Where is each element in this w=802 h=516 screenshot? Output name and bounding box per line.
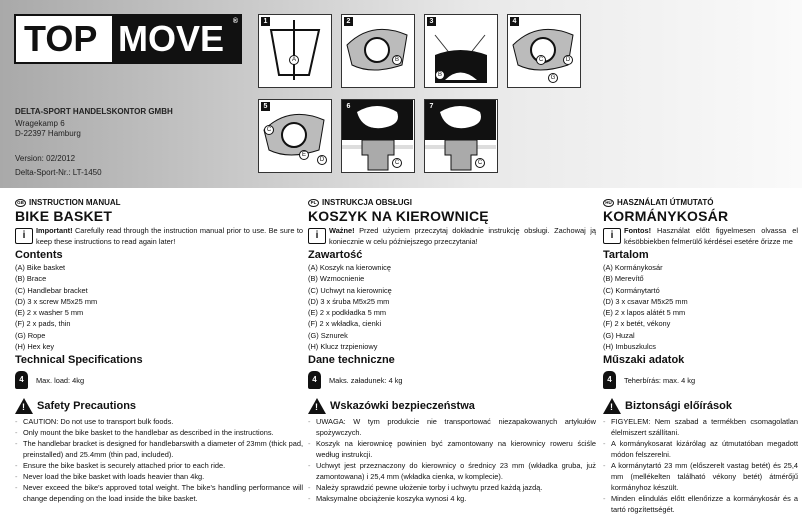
contents-item: (C) Kormánytartó — [603, 285, 660, 295]
illustration-panel-3 — [424, 14, 498, 88]
column-hu — [603, 197, 798, 516]
article-number: Delta-Sport-Nr.: LT-1450 — [15, 168, 102, 177]
section-label — [603, 197, 798, 208]
safety-item: - FIGYELEM: Nem szabad a termékben csomagolatlan élelmiszert szállítani. — [603, 417, 798, 439]
contents-item: (D) 3 x śruba M5x25 mm — [308, 296, 390, 306]
contents-item: (F) 2 x betét, vékony — [603, 319, 671, 329]
safety-title: Wskazówki bezpieczeństwa — [330, 399, 475, 412]
section-label — [15, 197, 303, 208]
language-flag-icon: HU — [603, 199, 614, 207]
contents-item: (E) 2 x podkładka 5 mm — [308, 308, 387, 318]
section-title: HASZNÁLATI ÚTMUTATÓ — [617, 197, 714, 207]
company-city: D-22397 Hamburg — [15, 129, 81, 138]
contents-item: (A) Bike basket — [15, 263, 66, 272]
column-pl — [308, 197, 596, 505]
company-name: DELTA-SPORT HANDELSKONTOR GMBH — [15, 107, 173, 116]
warning-icon — [15, 398, 33, 414]
safety-heading — [308, 398, 596, 414]
weight-icon — [308, 371, 321, 389]
registered-mark: ® — [232, 18, 238, 25]
contents-item: (G) Sznurek — [308, 330, 348, 340]
logo-move-text: MOVE — [118, 18, 225, 59]
contents-item: (H) Hex key — [15, 342, 55, 352]
contents-item: (F) 2 x wkładka, cienki — [308, 319, 382, 329]
contents-item: (B) Brace — [15, 274, 47, 284]
weight-icon — [15, 371, 28, 389]
weight-value: 4 — [312, 375, 317, 385]
contents-item: (E) 2 x lapos alátét 5 mm — [603, 308, 686, 318]
section-title: INSTRUKCJA OBSŁUGI — [322, 197, 412, 207]
section-title: INSTRUCTION MANUAL — [29, 197, 121, 207]
part-label: C — [536, 55, 546, 65]
contents-item: (G) Huzal — [603, 330, 635, 340]
contents-item: (C) Handlebar bracket — [15, 285, 88, 295]
important-body: Carefully read through the instruction manual prior to use. Be sure to keep these instructions to read again later! — [36, 226, 303, 246]
part-label: E — [299, 150, 309, 160]
safety-item: - Minden elindulás előtt ellenőrizze a kormánykosár és a tartó rögzítettségét. — [603, 494, 798, 516]
contents-item: (B) Merevítő — [603, 274, 644, 284]
part-label: C — [264, 125, 274, 135]
safety-heading — [603, 398, 798, 414]
safety-item: - Należy sprawdzić pewne ułożenie torby i uchwytu przed każdą jazdą. — [308, 483, 596, 494]
panel-number: 7 — [427, 102, 436, 111]
panel-number: 3 — [427, 17, 436, 26]
illustration-panel-2 — [341, 14, 415, 88]
spec-heading: Dane techniczne — [308, 354, 395, 367]
important-label: Ważne! — [329, 226, 355, 235]
language-flag-icon: PL — [308, 199, 319, 207]
load-text: Max. load: 4kg — [36, 375, 85, 385]
part-label: D — [563, 55, 573, 65]
safety-item: - UWAGA: W tym produkcie nie transportować niezapakowanych artykułów spożywczych. — [308, 417, 596, 439]
weight-icon — [603, 371, 616, 389]
safety-item: - Ensure the bike basket is securely attached prior to each ride. — [15, 461, 303, 472]
part-label: C — [475, 158, 485, 168]
safety-title: Biztonsági előírások — [625, 399, 732, 412]
spec-heading: Technical Specifications — [15, 354, 143, 367]
contents-item: (A) Koszyk na kierownicę — [308, 263, 391, 272]
section-label — [308, 197, 596, 208]
company-street: Wragekamp 6 — [15, 119, 65, 128]
panel-number: 2 — [344, 17, 353, 26]
panel-number: 4 — [510, 17, 519, 26]
illustration-panel-5 — [258, 99, 332, 173]
safety-item: - Koszyk na kierownicę powinien być zamontowany na kierownicy roweru ściśle według instrukcji. — [308, 439, 596, 461]
important-body: Használat előtt figyelmesen olvassa el késöbbiekben felmerülő kérdései esetére őrizze me — [624, 226, 798, 246]
safety-heading — [15, 398, 303, 414]
safety-item: - A kormánytartó 23 mm (előszerelt vastag betét) és 25,4 mm (mellékelten található vékony betét) átmérőjű kormányhoz készült. — [603, 461, 798, 494]
language-flag-icon: GB — [15, 199, 26, 207]
read-manual-icon: i — [603, 228, 621, 244]
contents-item: (F) 2 x pads, thin — [15, 319, 71, 329]
product-title: KOSZYK NA KIEROWNICĘ — [308, 208, 489, 224]
important-note — [603, 226, 798, 247]
weight-value: 4 — [19, 375, 24, 385]
safety-item: - A kormánykosarat kizárólag az útmutatóban megadott módon felszerelni. — [603, 439, 798, 461]
weight-value: 4 — [607, 375, 612, 385]
contents-item: (G) Rope — [15, 330, 46, 340]
part-label: B — [392, 55, 402, 65]
panel-number: 1 — [261, 17, 270, 26]
contents-item: (B) Wzmocnienie — [308, 274, 365, 284]
safety-item: - Never exceed the bike's approved total weight. The bike's handling performance will change depending on the load inside the bike basket. — [15, 483, 303, 505]
illustration-panel-4 — [507, 14, 581, 88]
important-text — [36, 226, 303, 247]
safety-item: - Only mount the bike basket to the handlebar as described in the instructions. — [15, 428, 303, 439]
contents-heading: Zawartość — [308, 249, 363, 261]
part-label: A — [289, 55, 299, 65]
warning-icon — [603, 398, 621, 414]
contents-heading: Contents — [15, 249, 63, 261]
version: Version: 02/2012 — [15, 154, 76, 163]
safety-item: - Uchwyt jest przeznaczony do kierownicy o średnicy 23 mm (wkładka gruba, już zamontowana) i 25,4 mm (wkładka cienka, w komplecie). — [308, 461, 596, 483]
important-body: Przed użyciem przeczytaj dokładnie instrukcję obsługi. Zachowaj ją koniecznie w celu późniejszego przeczytania! — [329, 226, 596, 246]
read-manual-icon: i — [15, 228, 33, 244]
important-text — [624, 226, 798, 247]
max-load-spec — [308, 367, 596, 393]
safety-item: - CAUTION: Do not use to transport bulk foods. — [15, 417, 303, 428]
header-band — [0, 0, 802, 188]
important-label: Important! — [36, 226, 73, 235]
part-label: G — [548, 73, 558, 83]
contents-heading: Tartalom — [603, 249, 649, 261]
illustration-panel-6 — [341, 99, 415, 173]
important-text — [329, 226, 596, 247]
logo-move — [112, 16, 240, 62]
contents-item: (D) 3 x csavar M5x25 mm — [603, 296, 688, 306]
illustration-panel-7 — [424, 99, 498, 173]
part-label: D — [317, 155, 327, 165]
product-title: BIKE BASKET — [15, 208, 113, 224]
contents-item: (E) 2 x washer 5 mm — [15, 308, 84, 318]
spec-heading: Műszaki adatok — [603, 354, 685, 367]
product-title: KORMÁNYKOSÁR — [603, 208, 729, 224]
panel-number: 5 — [261, 102, 270, 111]
safety-item: - Maksymalne obciążenie koszyka wynosi 4 kg. — [308, 494, 596, 505]
important-note — [15, 226, 303, 247]
part-label: C — [392, 158, 402, 168]
read-manual-icon: i — [308, 228, 326, 244]
load-text: Maks. załadunek: 4 kg — [329, 375, 403, 385]
safety-title: Safety Precautions — [37, 399, 137, 412]
safety-item: - The handlebar bracket is designed for handlebarswith a diameter of 23mm (thick pad, preinstalled) and 25.4mm (thin pad, included). — [15, 439, 303, 461]
contents-item: (A) Kormánykosár — [603, 263, 663, 272]
contents-item: (H) Klucz trzpieniowy — [308, 342, 378, 352]
safety-item: - Never load the bike basket with loads heavier than 4kg. — [15, 472, 303, 483]
contents-item: (D) 3 x screw M5x25 mm — [15, 296, 98, 306]
topmove-logo — [14, 14, 242, 64]
important-label: Fontos! — [624, 226, 652, 235]
warning-icon — [308, 398, 326, 414]
contents-item: (H) Imbuszkulcs — [603, 342, 656, 352]
panel-number: 6 — [344, 102, 353, 111]
logo-top: TOP — [24, 18, 98, 59]
max-load-spec — [603, 367, 798, 393]
important-note — [308, 226, 596, 247]
max-load-spec — [15, 367, 303, 393]
contents-item: (C) Uchwyt na kierownicę — [308, 285, 392, 295]
part-label: B — [435, 70, 445, 80]
illustration-panel-1 — [258, 14, 332, 88]
column-gb — [15, 197, 303, 505]
load-text: Teherbírás: max. 4 kg — [624, 375, 696, 385]
